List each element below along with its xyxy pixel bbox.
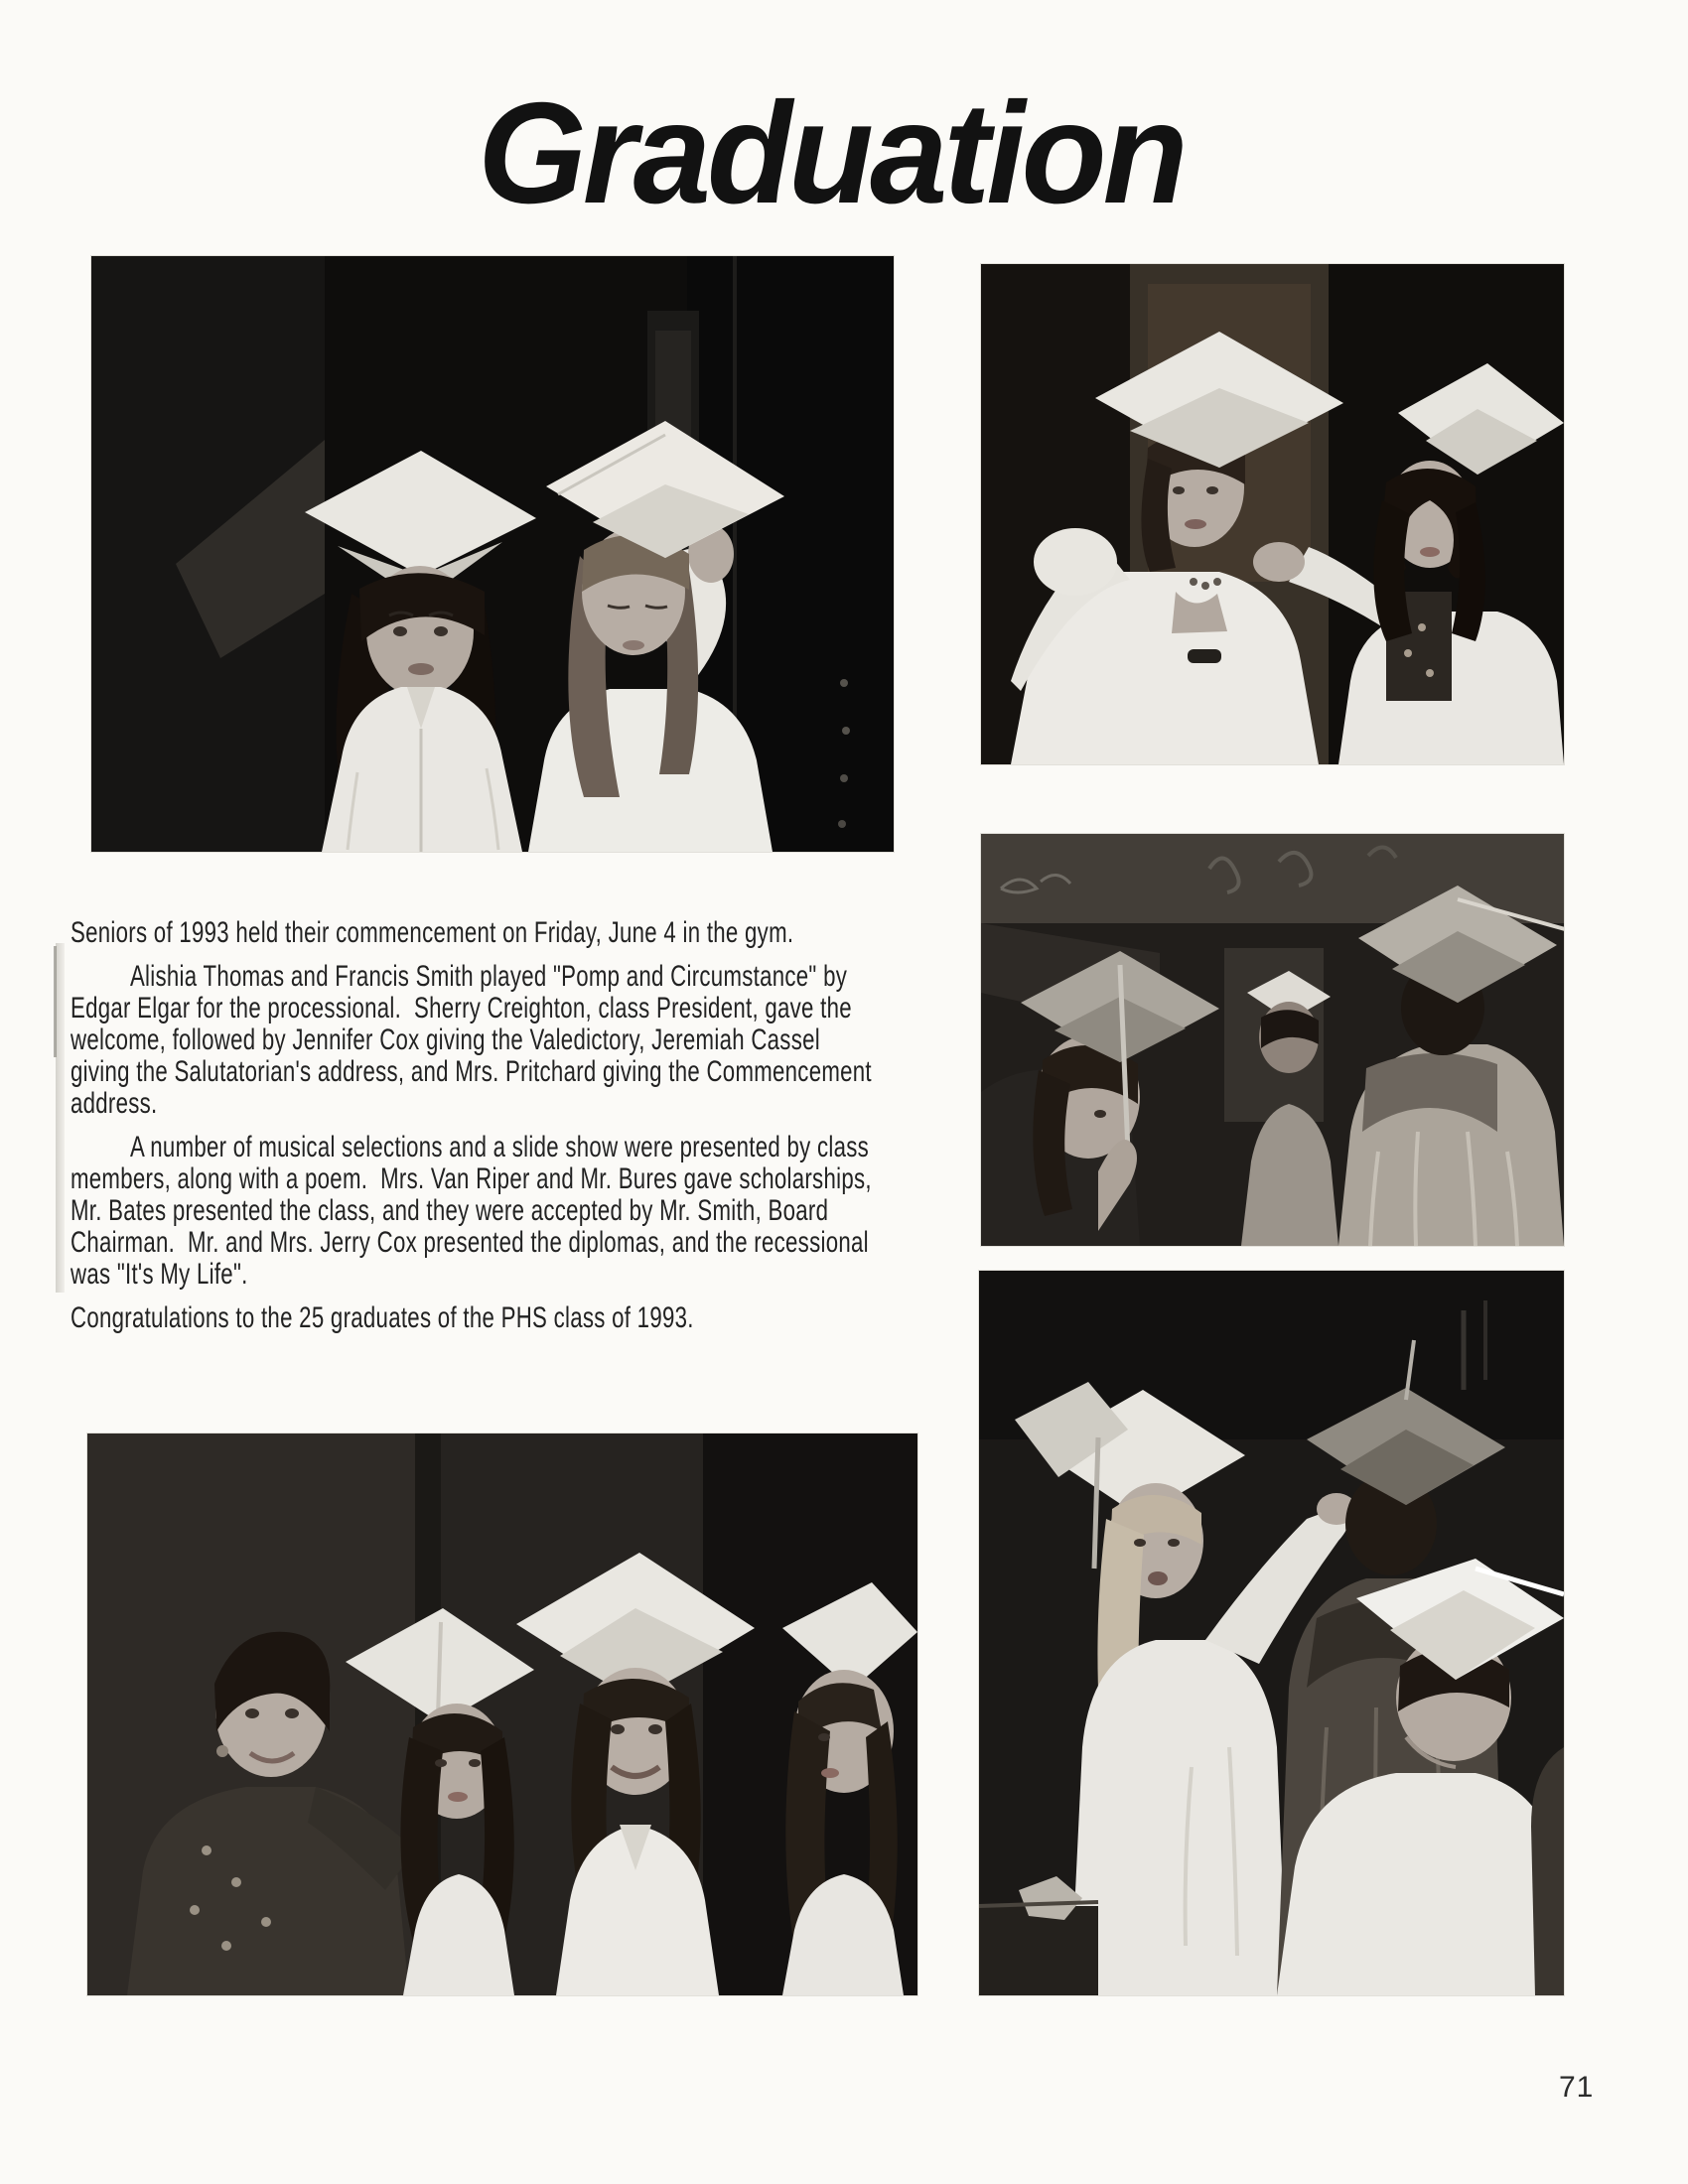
text-line: members, along with a poem. Mrs. Van Riper and Mr. Bures gave scholarships,	[70, 1162, 872, 1195]
paragraph-program	[70, 960, 872, 1120]
photo-two-girls-caps	[91, 256, 894, 852]
photo-necklace-help	[981, 264, 1564, 764]
text-line: Chairman. Mr. and Mrs. Jerry Cox presented the diplomas, and the recessional	[70, 1226, 869, 1259]
text-line: A number of musical selections and a slide show were presented by class	[129, 1131, 870, 1163]
photo-cap-fitting	[979, 1271, 1564, 1995]
scan-artifact-line	[54, 946, 57, 1057]
paragraph-commencement	[70, 916, 794, 949]
photo-cap-fitting-illustration	[979, 1271, 1564, 1995]
text-line: Congratulations to the 25 graduates of the PHS class of 1993.	[70, 1301, 694, 1334]
text-line: Edgar Elgar for the processional. Sherry Creighton, class President, gave the	[70, 992, 852, 1024]
photo-locker-room	[981, 834, 1564, 1246]
text-line: welcome, followed by Jennifer Cox giving the Valedictory, Jeremiah Cassel	[70, 1024, 820, 1056]
text-line: Mr. Bates presented the class, and they were accepted by Mr. Smith, Board	[70, 1194, 829, 1227]
photo-family-group-illustration	[87, 1433, 917, 1995]
text-line: was "It's My Life".	[70, 1258, 248, 1291]
photo-locker-room-illustration	[981, 834, 1564, 1246]
paragraph-ceremony	[70, 1131, 872, 1291]
text-line: Seniors of 1993 held their commencement on Friday, June 4 in the gym.	[70, 916, 794, 949]
text-line: Alishia Thomas and Francis Smith played "Pomp and Circumstance" by	[129, 960, 848, 993]
page-number: 71	[1559, 2071, 1595, 2104]
photo-family-group	[87, 1433, 917, 1995]
article-text	[70, 917, 910, 1334]
paragraph-congratulations	[70, 1301, 694, 1334]
text-line: giving the Salutatorian's address, and Mrs. Pritchard giving the Commencement	[70, 1055, 872, 1088]
scan-artifact-streak	[56, 943, 65, 1293]
page-title: Graduation	[478, 72, 1185, 233]
text-line: address.	[70, 1087, 158, 1120]
photo-two-girls-caps-illustration	[91, 256, 894, 852]
photo-necklace-help-illustration	[981, 264, 1564, 764]
